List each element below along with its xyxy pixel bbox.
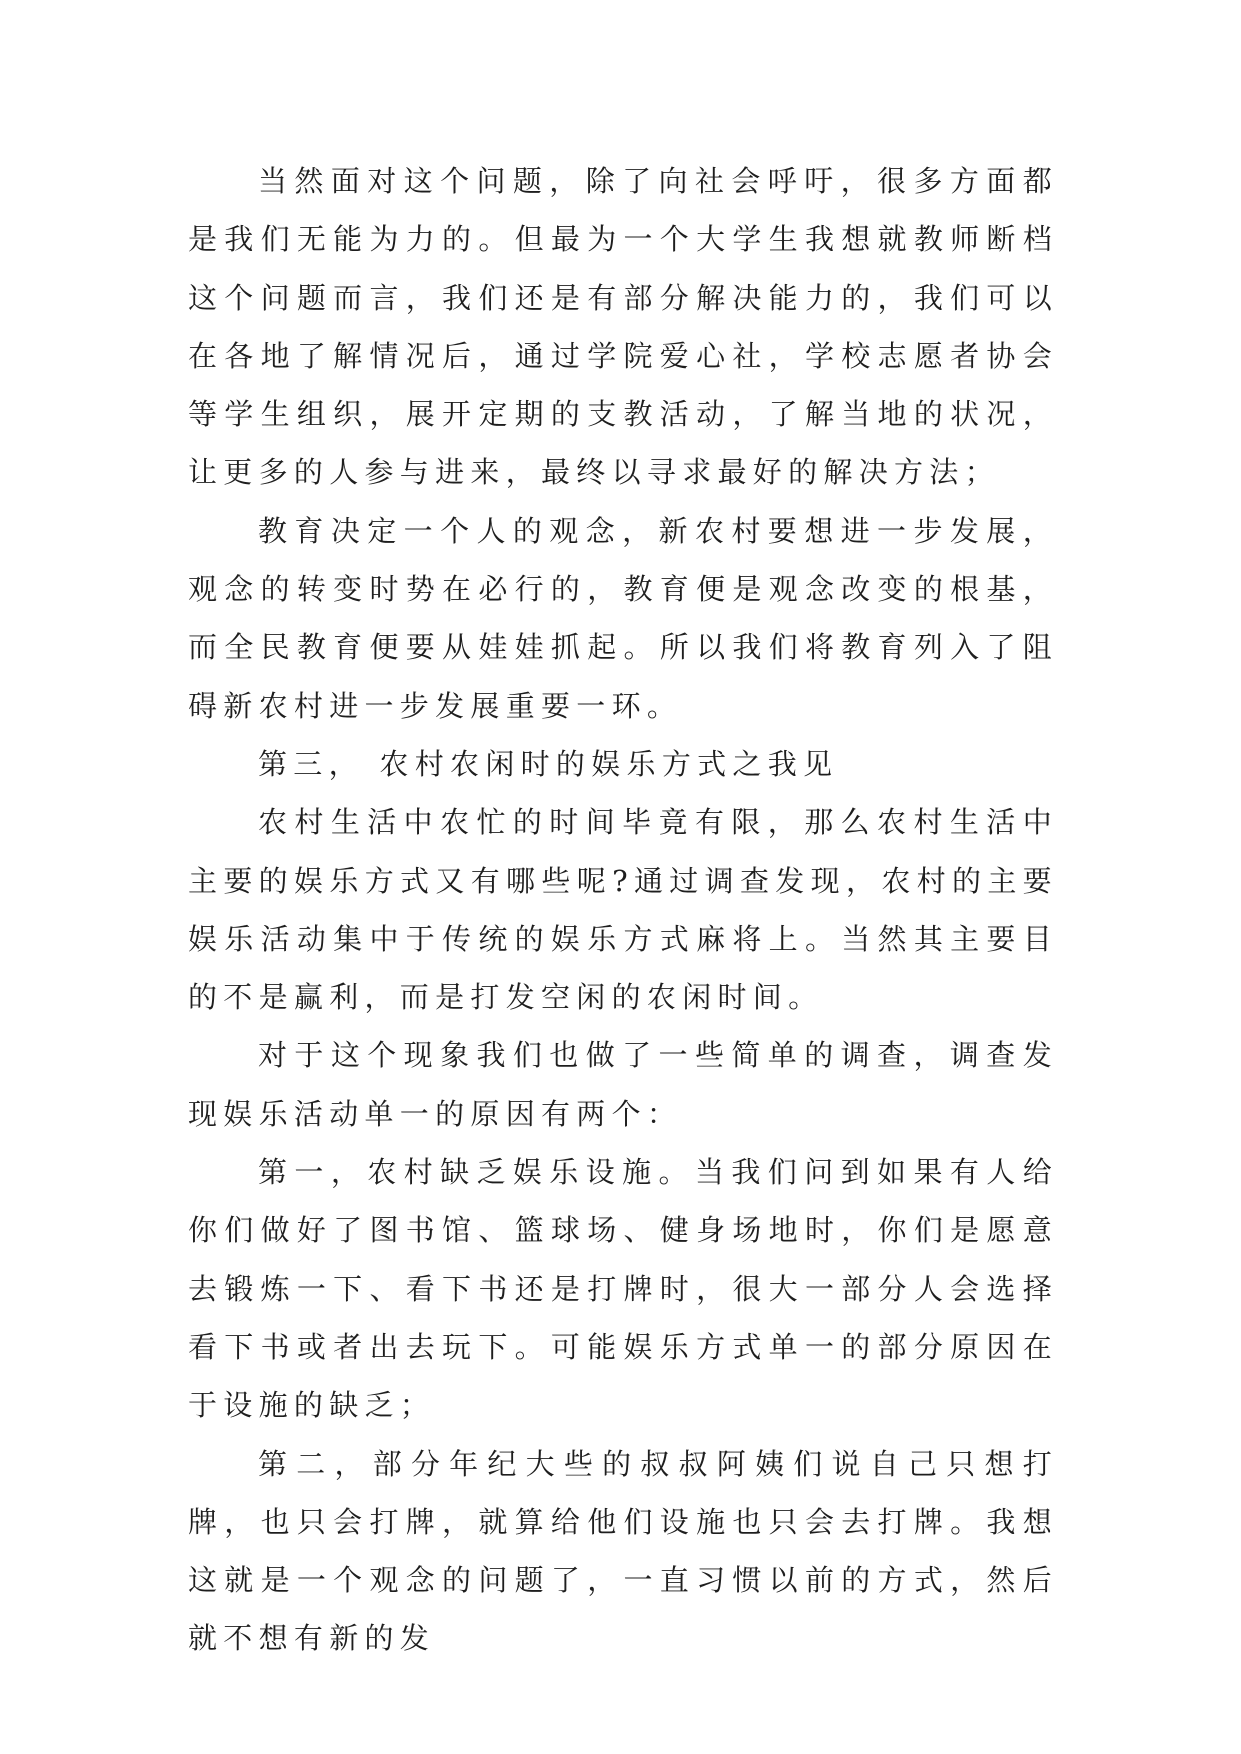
section-heading-entertainment: 第三， 农村农闲时的娱乐方式之我见 [258,746,839,781]
paragraph-survey-reasons: 对于这个现象我们也做了一些简单的调查，调查发现娱乐活动单一的原因有两个： [188,1038,1058,1131]
paragraph-entertainment-survey: 农村生活中农忙的时间毕竟有限，那么农村生活中主要的娱乐方式又有哪些呢?通过调查发现，农村的主要娱乐活动集中于传统的娱乐方式麻将上。当然其主要目的不是赢利，而是打发空闲的农闲时间。 [188,805,1058,1015]
document-body [188,152,1058,1668]
paragraph-teacher-shortage: 当然面对这个问题，除了向社会呼吁，很多方面都是我们无能为力的。但最为一个大学生我想就教师断档这个问题而言，我们还是有部分解决能力的，我们可以在各地了解情况后，通过学院爱心社，学校志愿者协会等学生组织，展开定期的支教活动，了解当地的状况，让更多的人参与进来，最终以寻求最好的解决方法； [188,164,1058,490]
paragraph-reason-two: 第二，部分年纪大些的叔叔阿姨们说自己只想打牌，也只会打牌，就算给他们设施也只会去打牌。我想这就是一个观念的问题了，一直习惯以前的方式，然后就不想有新的发 [188,1446,1058,1656]
paragraph-reason-one: 第一，农村缺乏娱乐设施。当我们问到如果有人给你们做好了图书馆、篮球场、健身场地时，你们是愿意去锻炼一下、看下书还是打牌时，很大一部分人会选择看下书或者出去玩下。可能娱乐方式单一的部分原因在于设施的缺乏； [188,1155,1058,1423]
paragraph-education-concept: 教育决定一个人的观念，新农村要想进一步发展，观念的转变时势在必行的，教育便是观念改变的根基，而全民教育便要从娃娃抓起。所以我们将教育列入了阻碍新农村进一步发展重要一环。 [188,513,1058,723]
